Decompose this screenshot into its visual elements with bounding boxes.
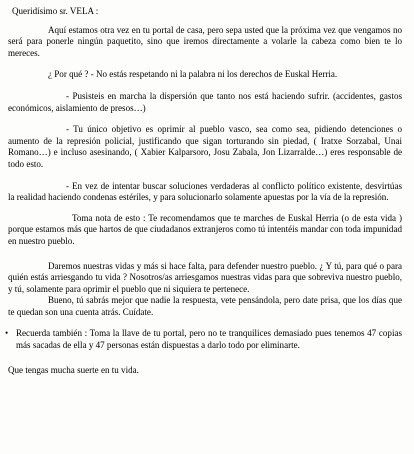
paragraph-countdown: Bueno, tú sabrás mejor que nadie la respuesta, vete pensándola, pero date prisa, que los días que te quedan son una cuenta atrás. Cuídate. [8,295,402,317]
bullet-mark: • [5,328,9,339]
letter-greeting: Queridísimo sr. VELA : [12,6,99,16]
paragraph-conflict: - En vez de intentar buscar soluciones verdaderas al conflicto político existente, desvirtúas la realidad haciendo condenas estériles, y para solucionarlo solamente apuestas por la vía de la represión. [8,180,402,203]
paragraph-key-warning-text: Recuerda también : Toma la llave de tu portal, pero no te tranquilices demasiado pues tenemos 47 copias más sacadas de ella y 47 personas están dispuestas a darlo todo por eliminarte. [16,328,402,351]
paragraph-take-note: Toma nota de esto : Te recomendamos que te marches de Euskal Herria (o de esta vida ) porque estamos más que hartos de que ciudadanos extranjeros como tú intentéis mandar con toda impunidad en nuestro pueblo. [8,212,402,246]
letter-closing: Que tengas mucha suerte en tu vida. [8,364,139,375]
paragraph-dispersion: - Pusisteis en marcha la dispersión que tanto nos está haciendo sufrir. (accidentes, gastos económicos, aislamiento de presos…) [8,90,402,113]
paragraph-why: ¿ Por qué ? - No estás respetando ni la palabra ni los derechos de Euskal Herria. [48,69,338,80]
paragraph-oppression: - Tu único objetivo es oprimir al pueblo vasco, sea como sea, pidiendo detenciones o aumento de la represión policial, justificando que sigan torturando sin piedad, ( Iratxe Sorzabal, Unai Romano…) e incluso asesinando, ( Xabier Kalparsoro, Josu Zabala, Jon Lizarralde…) eres responsable de todo esto. [8,124,402,169]
paragraph-threat: Aquí estamos otra vez en tu portal de casa, pero sepa usted que la próxima vez que vengamos no será para ponerle ningún paquetito, sino que iremos directamente a volarle la cabeza como bien te lo mereces. [8,24,402,58]
paragraph-key-warning [5,328,402,351]
paragraph-lives: Daremos nuestras vidas y más si hace falta, para defender nuestro pueblo. ¿ Y tú, para qué o para quién estás arriesgando tu vida ? Nosotros/as arriesgamos nuestras vidas para que sobreviva nuestro pueblo, y tú, solamente para oprimir el pueblo que ni siquiera te pertenece. [8,260,402,294]
